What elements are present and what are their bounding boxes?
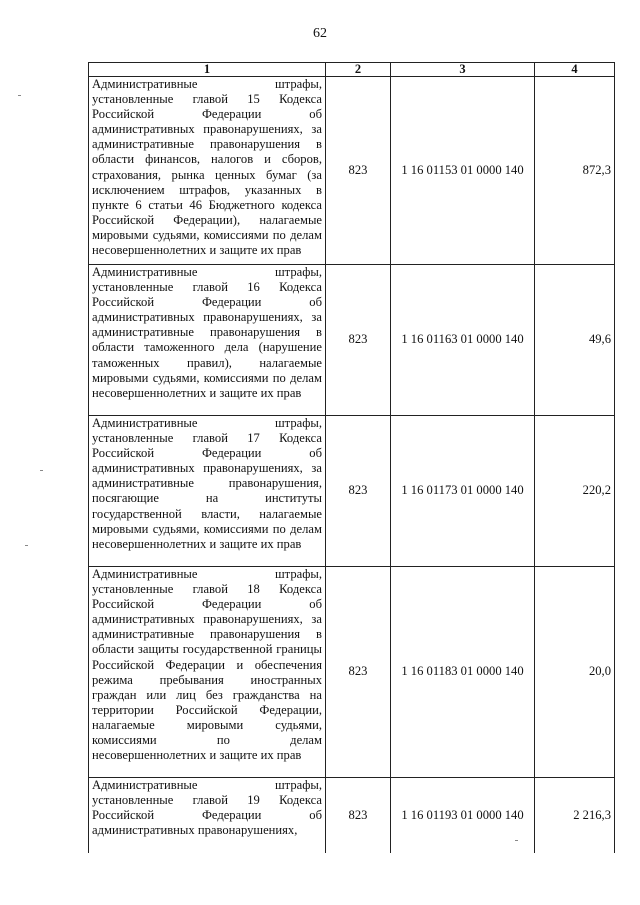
table-row	[89, 778, 615, 854]
row-amount: 2 216,3	[535, 778, 615, 854]
row-admin-code: 823	[326, 265, 391, 416]
row-description: Административные штрафы, установленные главой 17 Кодекса Российской Федерации об административных правонарушениях, за административные правонарушения, посягающие на институты государственной власти, налагаемые мировыми судьями, комиссиями по делам несовершеннолетних и защите их прав	[89, 416, 326, 567]
row-amount: 220,2	[535, 416, 615, 567]
row-admin-code: 823	[326, 416, 391, 567]
row-description: Административные штрафы, установленные главой 18 Кодекса Российской Федерации об административных правонарушениях, за административные правонарушения в области защиты государственной границы Российской Федерации и обеспечения режима пребывания иностранных граждан или лиц без гражданства на территории Российской Федерации, налагаемые мировыми судьями, комиссиями по делам несовершеннолетних и защите их прав	[89, 567, 326, 778]
row-amount: 20,0	[535, 567, 615, 778]
row-admin-code: 823	[326, 567, 391, 778]
column-header-4: 4	[535, 63, 615, 77]
scan-speck	[25, 545, 28, 546]
row-budget-code: 1 16 01173 01 0000 140	[391, 416, 535, 567]
table-row	[89, 416, 615, 567]
row-description: Административные штрафы, установленные главой 19 Кодекса Российской Федерации об административных правонарушениях,	[89, 778, 326, 854]
table-header-row	[89, 63, 615, 77]
row-amount: 49,6	[535, 265, 615, 416]
row-budget-code: 1 16 01153 01 0000 140	[391, 77, 535, 265]
row-admin-code: 823	[326, 778, 391, 854]
scan-speck	[40, 470, 43, 471]
page-number: 62	[313, 26, 327, 41]
row-budget-code: 1 16 01183 01 0000 140	[391, 567, 535, 778]
row-budget-code: 1 16 01193 01 0000 140	[391, 778, 535, 854]
table-row	[89, 567, 615, 778]
table-row	[89, 77, 615, 265]
row-description: Административные штрафы, установленные главой 15 Кодекса Российской Федерации об административных правонарушениях, за административные правонарушения в области финансов, налогов и сборов, страхования, рынка ценных бумаг (за исключением штрафов, указанных в пункте 6 статьи 46 Бюджетного кодекса Российской Федерации), налагаемые мировыми судьями, комиссиями по делам несовершеннолетних и защите их прав	[89, 77, 326, 265]
row-description: Административные штрафы, установленные главой 16 Кодекса Российской Федерации об административных правонарушениях, за административные правонарушения в области таможенного дела (нарушение таможенных правил), налагаемые мировыми судьями, комиссиями по делам несовершеннолетних и защите их прав	[89, 265, 326, 416]
column-header-1: 1	[89, 63, 326, 77]
row-amount: 872,3	[535, 77, 615, 265]
column-header-3: 3	[391, 63, 535, 77]
table-row	[89, 265, 615, 416]
revenue-table	[88, 62, 615, 853]
scan-speck	[515, 840, 518, 841]
row-budget-code: 1 16 01163 01 0000 140	[391, 265, 535, 416]
row-admin-code: 823	[326, 77, 391, 265]
column-header-2: 2	[326, 63, 391, 77]
scan-speck	[18, 95, 21, 96]
